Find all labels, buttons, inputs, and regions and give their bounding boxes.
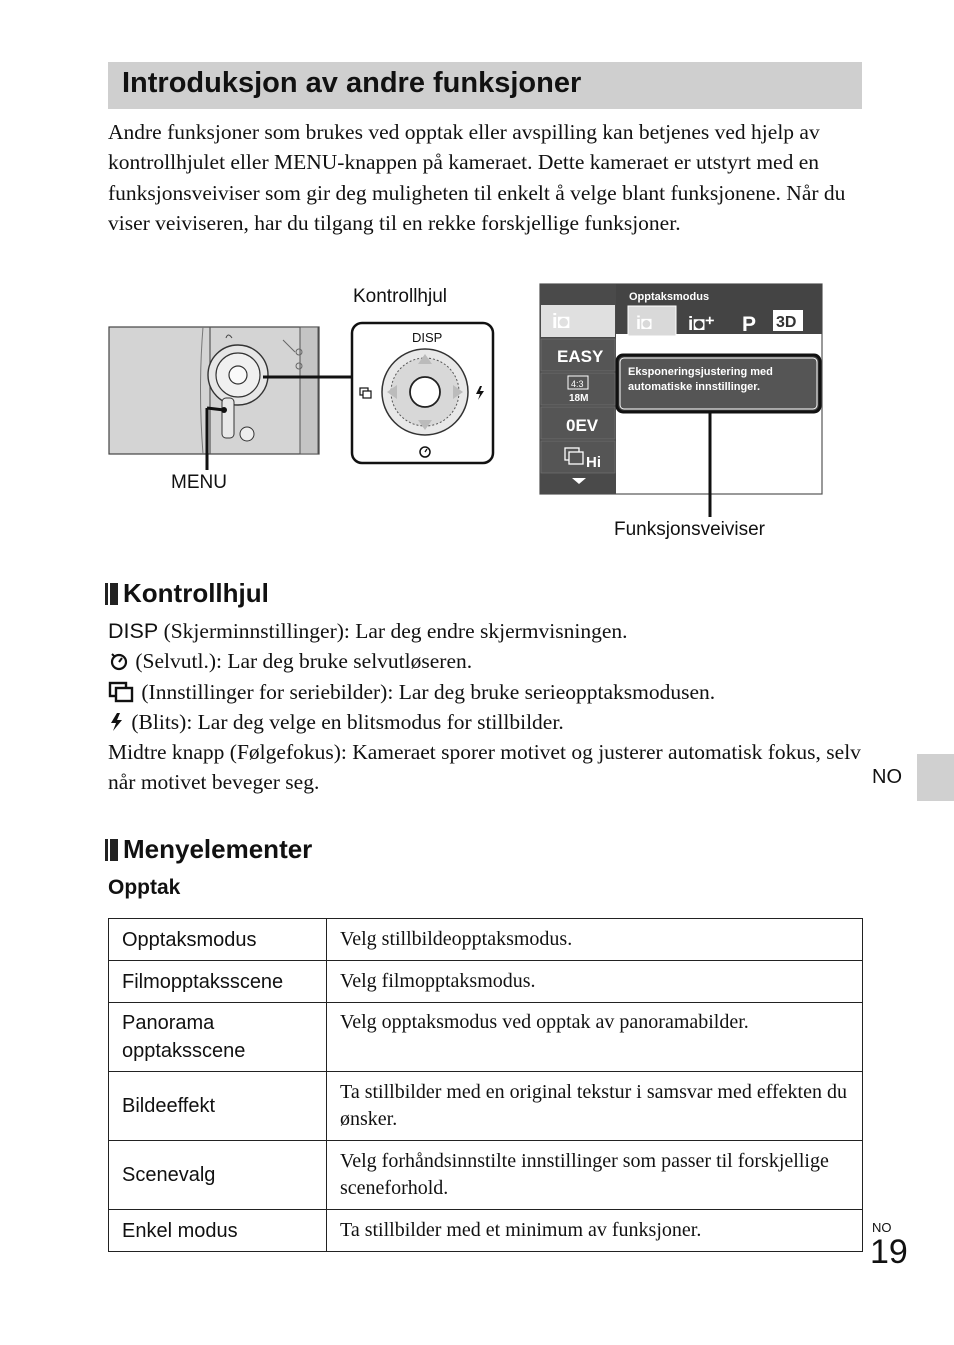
flash-text: (Blits): Lar deg velge en blitsmodus for stillbilder.: [126, 709, 564, 734]
screen-mode-title: Opptaksmodus: [629, 291, 710, 303]
menu-items-table: [108, 918, 863, 1252]
table-row: [109, 1072, 863, 1141]
kontrollhjul-list: [108, 616, 868, 798]
language-side-tab: [917, 754, 954, 801]
item-desc: Ta stillbilder med en original tekstur i samsvar med effekten du ønsker.: [327, 1072, 863, 1141]
subheading-opptak: Opptak: [108, 876, 181, 899]
page-title: Introduksjon av andre funksjoner: [122, 67, 582, 99]
menu-ratio: 4:3: [571, 379, 584, 389]
flash-icon: [108, 711, 126, 733]
self-timer-icon: [108, 651, 130, 671]
wheel-disp-label: DISP: [412, 330, 443, 345]
table-row: [109, 1003, 863, 1072]
item-desc: Velg opptaksmodus ved opptak av panoramabilder.: [327, 1003, 863, 1072]
table-row: [109, 919, 863, 961]
mode-superior-icon: i◘⁺: [688, 314, 715, 335]
burst-text: (Innstillinger for seriebilder): Lar deg bruke serieopptaksmodusen.: [136, 679, 716, 704]
intelligent-auto-icon: i◘: [552, 311, 570, 333]
disp-text: (Skjerminnstillinger): Lar deg endre skjermvisningen.: [158, 619, 628, 643]
mode-intelligent-icon: i◘: [636, 313, 652, 333]
camera-screen: [540, 284, 822, 494]
camera-illustration: [0, 0, 954, 560]
item-name: Bildeeffekt: [109, 1072, 327, 1141]
intro-paragraph: Andre funksjoner som brukes ved opptak eller avspilling kan betjenes ved hjelp av kontrollhjulet eller MENU-knappen på kameraet. Dette kameraet er utstyrt med en funksjonsveiviser som gir deg muligheten til enkelt å velge blant funksjonene. Når du viser veiviseren, har du tilgang til en rekke forskjellige funksjoner.: [108, 120, 846, 235]
label-menu: MENU: [171, 472, 227, 493]
item-name: Opptaksmodus: [109, 919, 327, 961]
line-flash: [108, 707, 868, 737]
camera-body: [109, 327, 319, 454]
section-marker-icon: [108, 839, 118, 861]
item-desc: Velg stillbildeopptaksmodus.: [327, 919, 863, 961]
item-name: Scenevalg: [109, 1141, 327, 1210]
control-wheel-diagram: [352, 323, 493, 463]
item-name: Enkel modus: [109, 1210, 327, 1252]
menu-size: 18M: [569, 393, 589, 404]
guide-line2: automatiske innstillinger.: [628, 381, 761, 393]
table-row: [109, 1210, 863, 1252]
item-name: Filmopptaksscene: [109, 961, 327, 1003]
line-center: Midtre knapp (Følgefokus): Kameraet sporer motivet og justerer automatisk fokus, selv når motivet beveger seg.: [108, 740, 861, 795]
item-name: Panorama opptaksscene: [109, 1003, 327, 1072]
figure: [0, 0, 954, 560]
item-desc: Velg forhåndsinnstilte innstillinger som passer til forskjellige sceneforhold.: [327, 1141, 863, 1210]
section-heading-menyelementer: [108, 834, 312, 865]
table-row: [109, 1141, 863, 1210]
item-desc: Ta stillbilder med et minimum av funksjoner.: [327, 1210, 863, 1252]
screen-mode-name: Intelligent auto: [628, 342, 707, 354]
label-kontrollhjul: Kontrollhjul: [353, 286, 447, 307]
page-number: 19: [870, 1233, 908, 1271]
guide-line1: Eksponeringsjustering med: [628, 366, 773, 378]
line-burst: [108, 677, 868, 707]
disp-key: DISP: [108, 619, 159, 643]
table-row: [109, 961, 863, 1003]
mode-p: P: [742, 313, 757, 336]
section-heading-text: Kontrollhjul: [123, 578, 269, 608]
section-marker-icon: [108, 583, 118, 605]
menu-ev: 0EV: [566, 416, 599, 435]
burst-icon: [108, 681, 136, 703]
selftimer-text: (Selvutl.): Lar deg bruke selvutløseren.: [130, 649, 473, 674]
section-heading-text: Menyelementer: [123, 834, 313, 864]
mode-3d: 3D: [776, 314, 797, 331]
language-tab-label: NO: [872, 766, 902, 788]
page-lang: NO: [872, 1220, 892, 1235]
line-selftimer: [108, 646, 868, 676]
line-disp: [108, 616, 868, 646]
menu-hi: Hi: [586, 454, 601, 471]
item-desc: Velg filmopptaksmodus.: [327, 961, 863, 1003]
section-heading-kontrollhjul: [108, 578, 269, 609]
label-funksjonsveiviser: Funksjonsveiviser: [614, 519, 765, 540]
menu-easy: EASY: [557, 347, 604, 366]
